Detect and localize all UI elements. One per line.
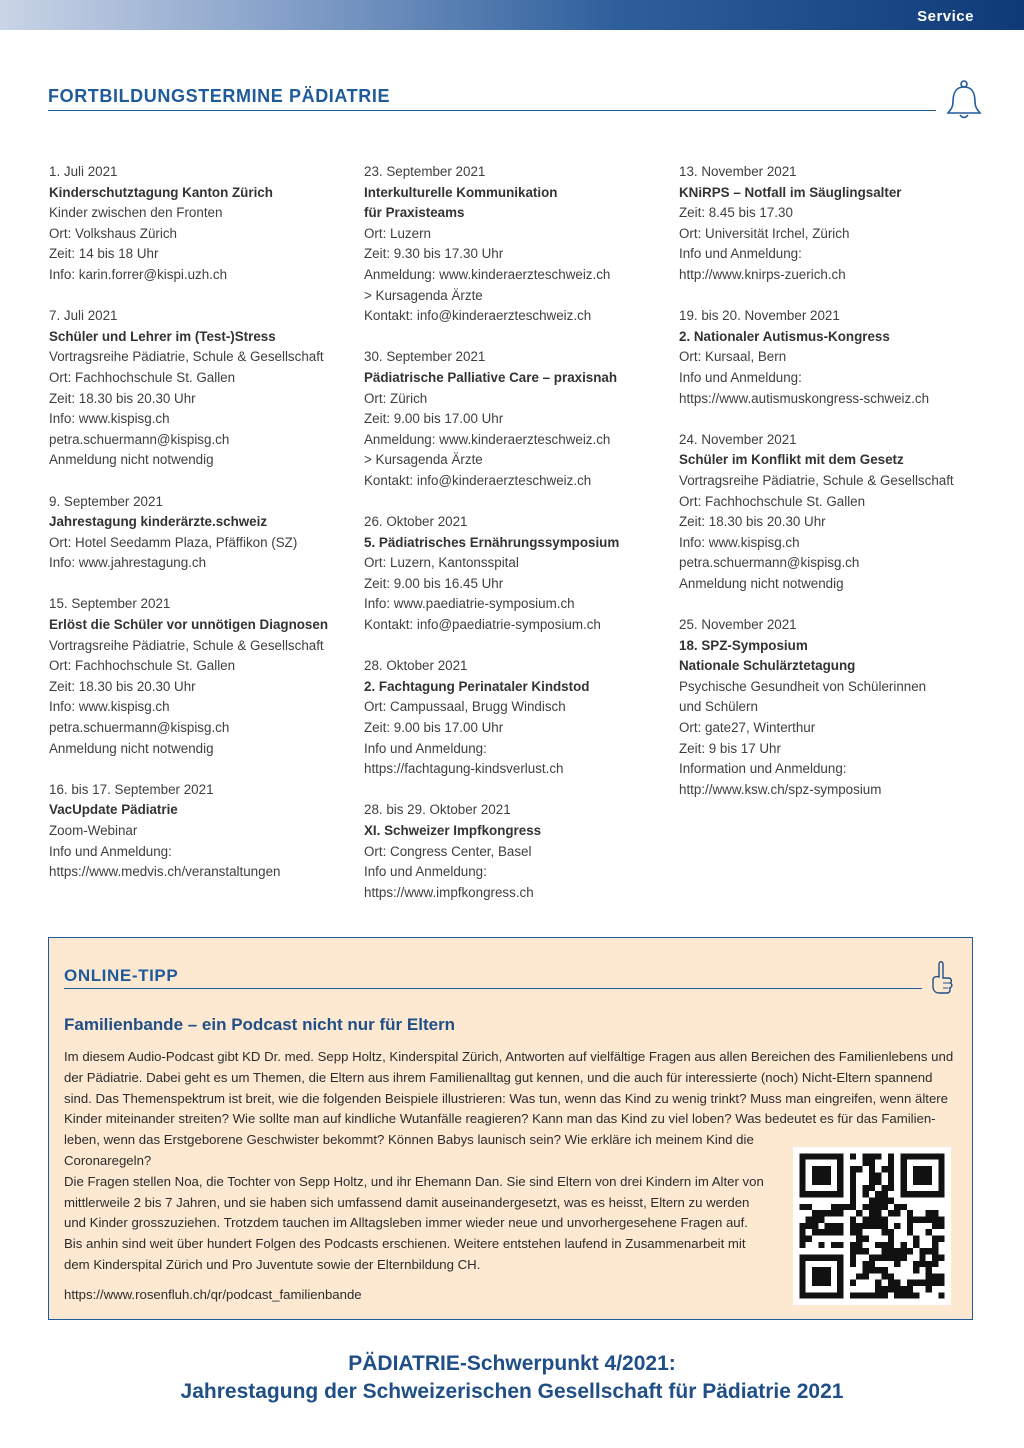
event-title: Interkulturelle Kommunikation [364,184,558,200]
event-link[interactable]: Anmeldung: www.kinderaerzteschweiz.ch [364,431,611,447]
body-line: Kinder miteinander streiten? Wie sollte man auf kindliche Wutanfälle reagieren? Kann man das Kind zu viel loben? Was bedeutet es für das Familien- [64,1111,936,1127]
event-detail: Ort: Campussaal, Brugg Windisch [364,699,566,715]
event-detail: Ort: Volkshaus Zürich [49,225,178,241]
event-detail: Zeit: 14 bis 18 Uhr [49,246,159,262]
event-entry [679,162,979,286]
event-detail: Zeit: 9.00 bis 17.00 Uhr [364,411,504,427]
event-detail: Ort: Fachhochschule St. Gallen [49,369,236,385]
event-detail: und Schülern [679,699,758,715]
event-link[interactable]: petra.schuermann@kispisg.ch [49,431,230,447]
section-label: Service [917,8,974,25]
events-column-2 [364,162,664,924]
body-line: sind. Das Themenspektrum ist breit, wie die folgenden Beispiele illustrieren: Was tun, wenn das Kind zu wenig trinkt? Muss man eingreifen, wenn ältere [64,1090,949,1106]
body-line: dem Kinderspital Zürich und Pro Juventute sowie der Elternbildung CH. [64,1256,481,1272]
body-line: Die Fragen stellen Noa, die Tochter von Sepp Holtz, und ihr Ehemann Dan. Sie sind Eltern von drei Kindern im Alter von [64,1173,764,1189]
event-entry [364,162,664,327]
event-detail: Zeit: 9.30 bis 17.30 Uhr [364,246,504,262]
bell-icon [944,78,984,120]
page-title: FORTBILDUNGSTERMINE PÄDIATRIE [48,86,391,106]
event-detail: Anmeldung nicht notwendig [49,452,214,468]
event-link[interactable]: https://fachtagung-kindsverlust.ch [364,761,564,777]
event-detail: Zeit: 9.00 bis 16.45 Uhr [364,575,504,591]
event-date: 23. September 2021 [364,164,486,179]
event-entry [49,492,349,574]
event-detail: Information und Anmeldung: [679,761,847,777]
event-date: 26. Oktober 2021 [364,514,468,530]
event-detail: Zeit: 18.30 bis 20.30 Uhr [679,514,826,530]
event-title: Nationale Schulärztetagung [679,658,856,674]
event-detail: Vortragsreihe Pädiatrie, Schule & Gesellschaft [49,349,324,365]
event-title: Pädiatrische Palliative Care – praxisnah [364,369,618,385]
event-detail: Zeit: 9.00 bis 17.00 Uhr [364,720,504,736]
event-link[interactable]: Kontakt: info@paediatrie-symposium.ch [364,617,601,633]
event-detail: Info und Anmeldung: [49,843,172,859]
body-line: Im diesem Audio-Podcast gibt KD Dr. med. Sepp Holtz, Kinderspital Zürich, Antworten auf vielfältige Fragen aus allen Bereichen des Familienlebens und [64,1049,954,1064]
event-detail: Zeit: 18.30 bis 20.30 Uhr [49,678,196,694]
event-detail: Info und Anmeldung: [679,246,802,262]
body-line: Bis anhin sind weit über hundert Folgen des Podcasts erschienen. Weitere entstehen laufend in Zusammenarbeit mit [64,1236,746,1252]
event-entry [49,594,349,759]
event-title: Erlöst die Schüler vor unnötigen Diagnosen [49,617,329,633]
event-detail: Info und Anmeldung: [679,369,802,385]
event-link[interactable]: Kontakt: info@kinderaerzteschweiz.ch [364,472,592,488]
event-date: 1. Juli 2021 [49,164,118,179]
body-line: und Kinder grosszuziehen. Trotzdem tauchen im Alltagsleben immer wieder neue und unvorhergesehene Fragen auf. [64,1215,748,1231]
section-heading [48,86,936,111]
event-entry [49,162,349,286]
event-link[interactable]: Anmeldung: www.kinderaerzteschweiz.ch [364,266,611,282]
event-detail: Vortragsreihe Pädiatrie, Schule & Gesellschaft [679,472,954,488]
online-tipp-title: Familienbande – ein Podcast nicht nur für Eltern [64,1015,456,1034]
event-detail: Info und Anmeldung: [364,864,487,880]
event-date: 28. bis 29. Oktober 2021 [364,802,511,818]
event-link[interactable]: Info: www.paediatrie-symposium.ch [364,596,575,612]
event-entry [679,615,979,800]
event-entry [364,347,664,491]
event-title: 5. Pädiatrisches Ernährungssymposium [364,534,620,550]
event-date: 9. September 2021 [49,493,163,509]
event-detail: Kinder zwischen den Fronten [49,205,223,221]
event-title: Schüler und Lehrer im (Test-)Stress [49,328,276,344]
event-title: KNiRPS – Notfall im Säuglingsalter [679,184,902,200]
event-link[interactable]: Info: www.kispisg.ch [679,534,800,550]
event-date: 16. bis 17. September 2021 [49,781,214,797]
event-title: VacUpdate Pädiatrie [49,802,178,818]
event-detail: Ort: Luzern, Kantonsspital [364,555,519,571]
event-detail: Info und Anmeldung: [364,740,487,756]
event-date: 15. September 2021 [49,596,171,612]
event-date: 25. November 2021 [679,617,797,633]
event-detail: Anmeldung nicht notwendig [679,575,844,591]
event-link[interactable]: petra.schuermann@kispisg.ch [679,555,860,571]
event-detail: Ort: Congress Center, Basel [364,843,532,859]
top-banner [0,0,1024,30]
event-link[interactable]: https://www.medvis.ch/veranstaltungen [49,864,281,880]
event-link[interactable]: Info: www.kispisg.ch [49,699,170,715]
online-tipp-box [48,937,973,1320]
event-link[interactable]: Info: www.jahrestagung.ch [49,555,207,571]
event-detail: > Kursagenda Ärzte [364,452,483,468]
pointing-hand-icon [929,960,955,1000]
event-date: 24. November 2021 [679,431,797,447]
event-title: 18. SPZ-Symposium [679,637,808,653]
event-entry [679,306,979,409]
event-detail: Ort: Zürich [364,390,428,406]
event-title: 2. Nationaler Autismus-Kongress [679,328,890,344]
event-title: XI. Schweizer Impfkongress [364,823,542,838]
online-tipp-heading-bar [64,966,922,989]
event-detail: Anmeldung nicht notwendig [49,740,214,756]
events-column-3 [679,162,979,821]
event-title: Jahrestagung kinderärzte.schweiz [49,514,268,530]
podcast-link[interactable]: https://www.rosenfluh.ch/qr/podcast_familienbande [64,1287,362,1302]
event-detail: Zeit: 18.30 bis 20.30 Uhr [49,390,196,406]
event-link[interactable]: http://www.ksw.ch/spz-symposium [679,781,882,797]
event-detail: Ort: Hotel Seedamm Plaza, Pfäffikon (SZ) [49,534,298,550]
footer-line-2: Jahrestagung der Schweizerischen Gesellschaft für Pädiatrie 2021 [180,1380,844,1403]
event-link[interactable]: Kontakt: info@kinderaerzteschweiz.ch [364,308,592,324]
event-entry [364,512,664,636]
event-link[interactable]: https://www.autismuskongress-schweiz.ch [679,390,930,406]
event-detail: Ort: Universität Irchel, Zürich [679,225,850,241]
event-date: 7. Juli 2021 [49,308,118,324]
event-entry [49,780,349,883]
footer-line-1: PÄDIATRIE-Schwerpunkt 4/2021: [348,1352,676,1375]
event-entry [49,306,349,471]
events-column-1 [49,162,349,903]
event-entry [364,656,664,780]
event-link[interactable]: petra.schuermann@kispisg.ch [49,720,230,736]
event-entry [364,800,664,903]
event-detail: Zoom-Webinar [49,823,138,838]
event-title: für Praxisteams [364,205,465,221]
event-detail: Ort: Fachhochschule St. Gallen [49,658,236,674]
event-date: 30. September 2021 [364,349,486,365]
event-link[interactable]: http://www.knirps-zuerich.ch [679,266,846,282]
body-line: leben, wenn das Erstgeborene Geschwister bekommt? Können Babys launisch sein? Wie erkläre ich meinem Kind die [64,1132,754,1148]
event-detail: Zeit: 9 bis 17 Uhr [679,740,781,756]
event-title: Schüler im Konflikt mit dem Gesetz [679,452,904,468]
event-detail: > Kursagenda Ärzte [364,287,483,303]
event-detail: Ort: Fachhochschule St. Gallen [679,493,866,509]
footer-note [0,1350,1024,1406]
event-date: 13. November 2021 [679,164,797,179]
body-line: der Pädiatrie. Dabei geht es um Themen, die Eltern aus ihrem Familienalltag gut kennen, und die auch für interessierte (noch) Nicht-Eltern spannend [64,1069,933,1085]
online-tipp-heading: ONLINE-TIPP [64,966,179,985]
event-detail: Ort: gate27, Winterthur [679,720,816,736]
event-entry [679,430,979,595]
event-link[interactable]: Info: www.kispisg.ch [49,411,170,427]
event-link[interactable]: Info: karin.forrer@kispi.uzh.ch [49,266,228,282]
event-date: 28. Oktober 2021 [364,658,468,674]
event-detail: Ort: Kursaal, Bern [679,349,787,365]
event-detail: Zeit: 8.45 bis 17.30 [679,205,793,221]
event-detail: Ort: Luzern [364,225,431,241]
event-title: Kinderschutztagung Kanton Zürich [49,184,273,200]
body-line: Coronaregeln? [64,1152,152,1168]
event-detail: Psychische Gesundheit von Schülerinnen [679,678,927,694]
event-title: 2. Fachtagung Perinataler Kindstod [364,678,590,694]
event-link[interactable]: https://www.impfkongress.ch [364,884,534,900]
qr-code[interactable] [793,1147,951,1305]
event-date: 19. bis 20. November 2021 [679,308,840,324]
body-line: mittlerweile 2 bis 7 Jahren, und sie haben sich umfassend damit auseinandergesetzt, was es heisst, Eltern zu werden [64,1194,750,1210]
event-detail: Vortragsreihe Pädiatrie, Schule & Gesellschaft [49,637,324,653]
